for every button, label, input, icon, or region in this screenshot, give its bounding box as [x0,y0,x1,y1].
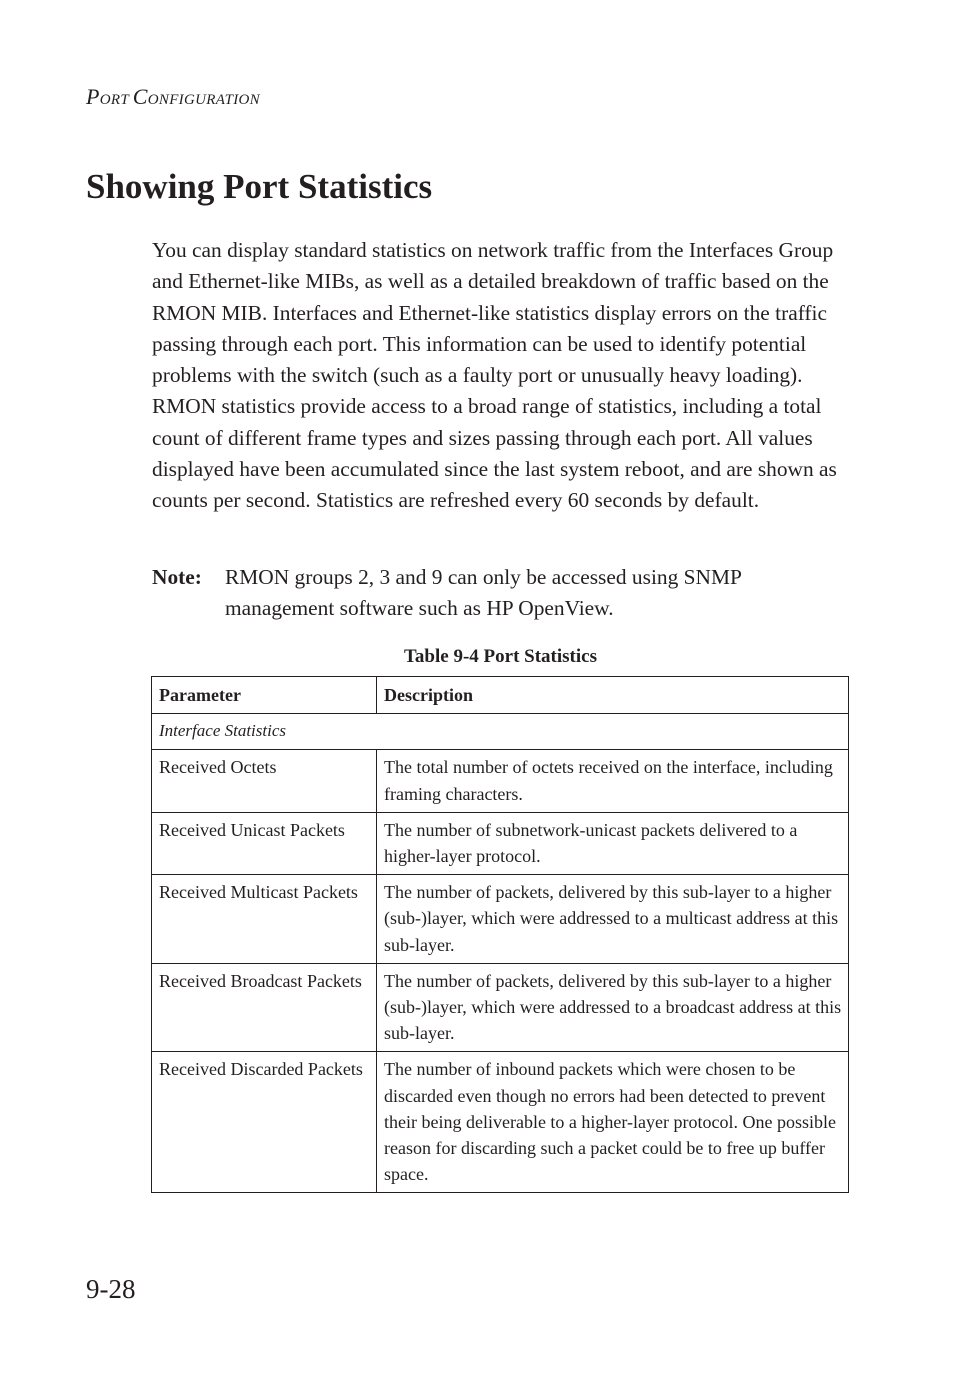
description-cell: The number of packets, delivered by this sub-layer to a higher (sub-)layer, which were addressed to a broadcast address at this sub-layer. [377,963,849,1052]
parameter-cell: Received Discarded Packets [152,1052,377,1193]
table-row [152,812,849,874]
table-row [152,963,849,1052]
table-group-row [152,714,849,750]
parameter-cell: Received Broadcast Packets [152,963,377,1052]
table-row [152,1052,849,1193]
table-caption: Table 9-4 Port Statistics [404,646,597,667]
table-header-row [152,677,849,714]
description-cell: The total number of octets received on the interface, including framing characters. [377,750,849,812]
intro-paragraph: You can display standard statistics on network traffic from the Interfaces Group and Ethernet-like MIBs, as well as a detailed breakdown of traffic based on the RMON MIB. Interfaces and Ethernet-like statistics display errors on the traffic passing through each port. This information can be used to identify potential problems with the switch (such as a faulty port or unusually heavy loading). RMON statistics provide access to a broad range of statistics, including a total count of different frame types and sizes passing through each port. All values displayed have been accumulated since the last system reboot, and are shown as counts per second. Statistics are refreshed every 60 seconds by default. [152,238,837,513]
group-label: Interface Statistics [152,714,849,750]
note-label: Note: [152,565,202,589]
running-header-ort: ORT [99,92,133,108]
header-parameter: Parameter [152,677,377,714]
note-text: RMON groups 2, 3 and 9 can only be accessed using SNMP management software such as HP OpenView. [225,565,742,621]
table-row [152,875,849,964]
parameter-cell: Received Multicast Packets [152,875,377,964]
running-header-p: P [86,84,100,109]
page-number: 9-28 [86,1274,136,1304]
parameter-cell: Received Unicast Packets [152,812,377,874]
running-header-rest: ONFIGURATION [147,92,260,108]
table-row [152,750,849,812]
section-title: Showing Port Statistics [86,167,433,206]
parameter-cell: Received Octets [152,750,377,812]
header-description: Description [377,677,849,714]
running-header-c: C [132,84,148,109]
running-header [86,84,260,110]
description-cell: The number of subnetwork-unicast packets delivered to a higher-layer protocol. [377,812,849,874]
description-cell: The number of packets, delivered by this sub-layer to a higher (sub-)layer, which were addressed to a multicast address at this sub-layer. [377,875,849,964]
port-statistics-table [151,676,849,1193]
description-cell: The number of inbound packets which were chosen to be discarded even though no errors had been detected to prevent their being deliverable to a higher-layer protocol. One possible reason for discarding such a packet could be to free up buffer space. [377,1052,849,1193]
